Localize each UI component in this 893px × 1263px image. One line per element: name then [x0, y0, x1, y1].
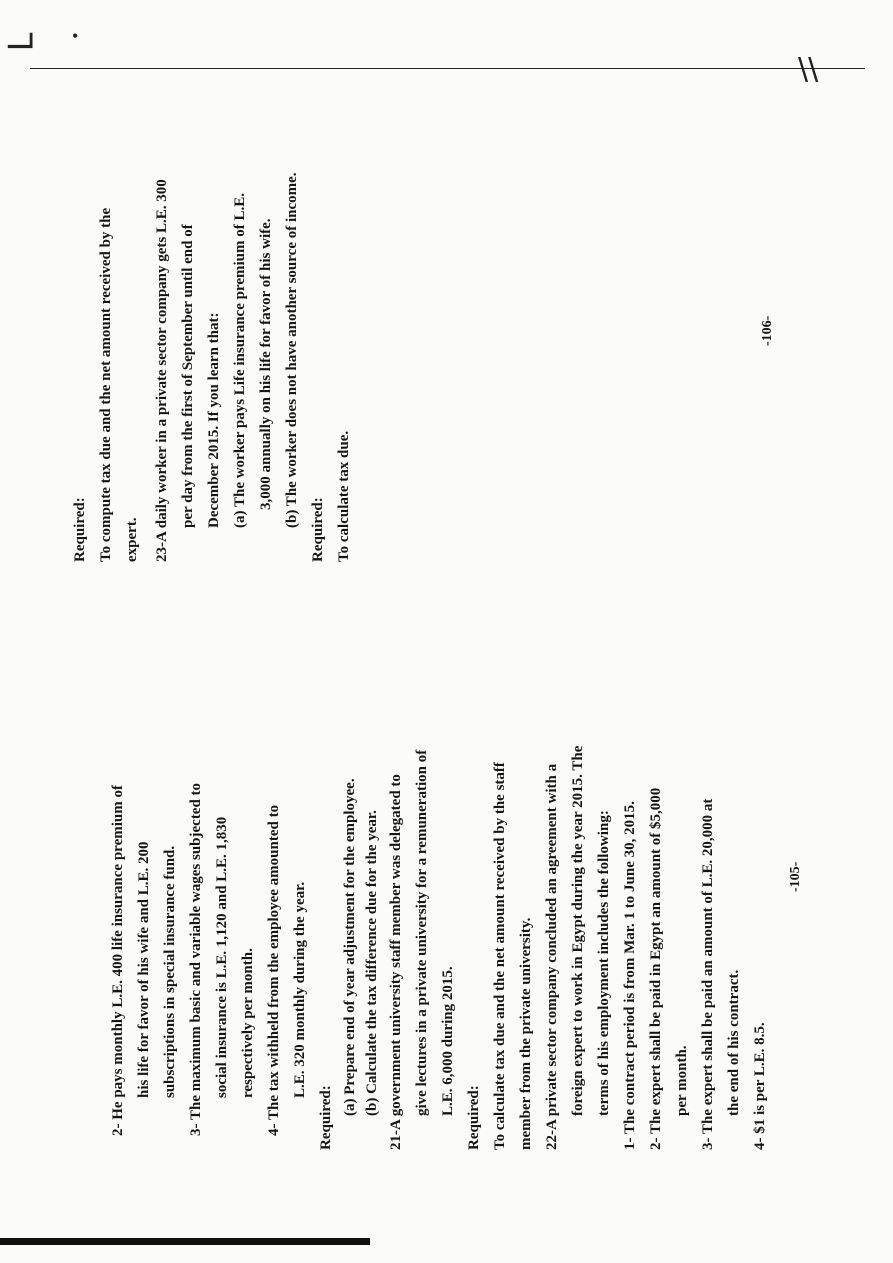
text-line: give lectures in a private university for a remuneration of: [414, 749, 430, 1116]
text-line: (b) Calculate the tax difference due for the year.: [364, 810, 380, 1116]
text-line: per month.: [674, 1045, 690, 1116]
text-line: 3,000 annually on his life for favor of his wife.: [258, 218, 274, 510]
text-line: 1- The contract period is from Mar. 1 to June 30, 2015.: [622, 801, 638, 1150]
text-line: To calculate tax due.: [336, 430, 352, 562]
text-line: expert.: [124, 517, 140, 562]
text-line: (a) Prepare end of year adjustment for the employee.: [342, 778, 358, 1116]
text-line: To calculate tax due and the net amount received by the staff: [492, 762, 508, 1150]
text-line: (b) The worker does not have another source of income.: [284, 172, 300, 528]
text-line: 4- The tax withheld from the employee amounted to: [266, 804, 282, 1136]
scan-top-rule: [30, 68, 865, 69]
required-heading: Required:: [318, 1085, 334, 1150]
page-number-106: -106-: [760, 315, 775, 346]
text-line: To compute tax due and the net amount received by the: [98, 207, 114, 562]
text-line: respectively per month.: [240, 948, 256, 1098]
required-heading: Required:: [72, 497, 88, 562]
text-line: 2- He pays monthly L.E. 400 life insurance premium of: [110, 785, 126, 1136]
text-line: December 2015. If you learn that:: [206, 312, 222, 528]
text-line: per day from the first of September until end of: [180, 224, 196, 528]
text-line: 4- $1 is per L.E. 8.5.: [752, 1022, 768, 1150]
problem-21-line: 21-A government university staff member was delegated to: [388, 774, 404, 1150]
page-106-content: [67, 92, 357, 562]
text-line: subscriptions in special insurance fund.: [162, 845, 178, 1098]
handwritten-corner-mark: L: [1, 32, 42, 52]
text-line: L.E. 320 monthly during the year.: [292, 881, 308, 1098]
text-line: social insurance is L.E. 1,120 and L.E. 1,830: [214, 816, 230, 1098]
text-line: 3- The expert shall be paid an amount of L.E. 20,000 at: [700, 798, 716, 1150]
page-105-content: [105, 680, 773, 1150]
problem-22-line: 22-A private sector company concluded an agreement with a: [544, 763, 560, 1150]
text-line: terms of his employment includes the following:: [596, 810, 612, 1116]
text-line: his life for favor of his wife and L.E. 200: [136, 841, 152, 1098]
required-heading: Required:: [310, 497, 326, 562]
text-line: member from the private university.: [518, 917, 534, 1150]
text-line: 3- The maximum basic and variable wages subjected to: [188, 782, 204, 1136]
problem-23-line: 23-A daily worker in a private sector company gets L.E. 300: [154, 179, 170, 562]
page-number-105: -105-: [788, 861, 803, 892]
text-line: (a) The worker pays Life insurance premium of L.E.: [232, 192, 248, 528]
text-line: the end of his contract.: [726, 969, 742, 1116]
text-line: 2- The expert shall be paid in Egypt an amount of $5,000: [648, 787, 664, 1150]
scan-bottom-edge: [0, 1238, 370, 1245]
required-heading: Required:: [466, 1085, 482, 1150]
text-line: L.E. 6,000 during 2015.: [440, 966, 456, 1116]
handwritten-slash-mark: \\: [798, 52, 819, 87]
dot-mark: •: [72, 26, 79, 46]
text-line: foreign expert to work in Egypt during the year 2015. The: [570, 745, 586, 1116]
